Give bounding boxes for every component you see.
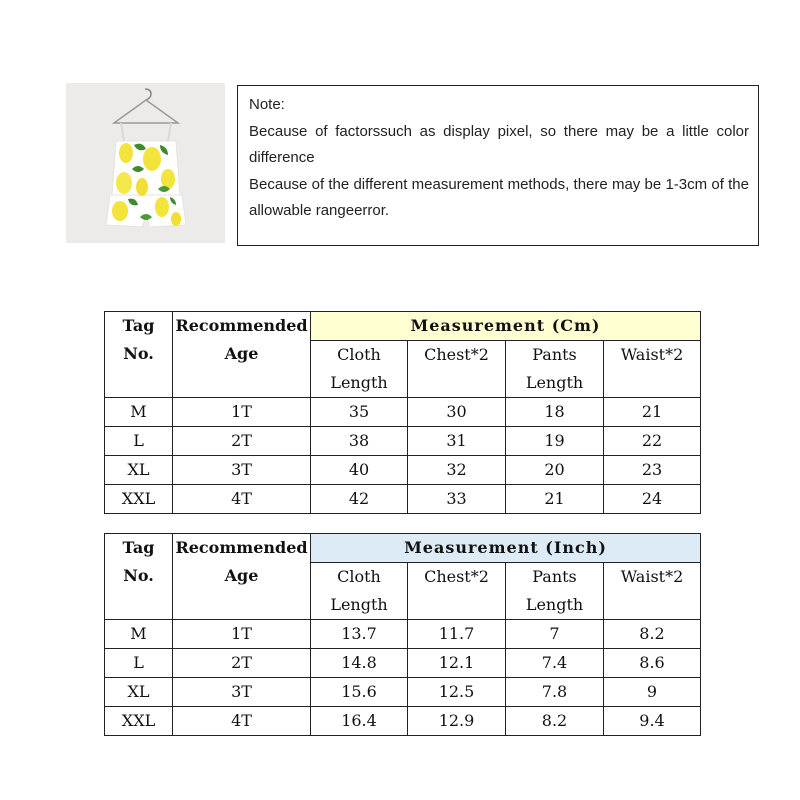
cloth-cell: 15.6	[311, 678, 408, 707]
chest-cell: 32	[408, 456, 506, 485]
table-row	[105, 678, 701, 707]
table-row	[105, 485, 701, 514]
chest-cell: 31	[408, 427, 506, 456]
chest-cell: 12.1	[408, 649, 506, 678]
cloth-cell: 35	[311, 398, 408, 427]
table-row	[105, 649, 701, 678]
chest-header: Chest*2	[408, 563, 506, 620]
tag-header: Tag No.	[105, 312, 173, 398]
chest-cell: 33	[408, 485, 506, 514]
cloth-cell: 14.8	[311, 649, 408, 678]
waist-cell: 9.4	[604, 707, 701, 736]
tag-header: Tag No.	[105, 534, 173, 620]
cloth-cell: 40	[311, 456, 408, 485]
measurement-header: Measurement (Inch)	[311, 534, 701, 563]
pants-cell: 20	[506, 456, 604, 485]
chest-cell: 12.5	[408, 678, 506, 707]
waist-header: Waist*2	[604, 341, 701, 398]
age-header: Recommended Age	[173, 312, 311, 398]
note-line-measurement: Because of the different measurement methods, there may be 1-3cm of the allowable rangeerror.	[249, 175, 749, 219]
cloth-cell: 42	[311, 485, 408, 514]
waist-cell: 9	[604, 678, 701, 707]
cloth-length-header: Cloth Length	[311, 563, 408, 620]
age-cell: 2T	[173, 649, 311, 678]
tag-cell: XL	[105, 678, 173, 707]
measurement-header: Measurement (Cm)	[311, 312, 701, 341]
age-cell: 1T	[173, 620, 311, 649]
pants-cell: 19	[506, 427, 604, 456]
chest-cell: 30	[408, 398, 506, 427]
note-title: Note:	[249, 96, 285, 113]
size-table-cm	[104, 311, 701, 514]
waist-cell: 23	[604, 456, 701, 485]
waist-cell: 8.6	[604, 649, 701, 678]
age-cell: 4T	[173, 485, 311, 514]
tag-cell: XL	[105, 456, 173, 485]
table-row	[105, 398, 701, 427]
pants-cell: 8.2	[506, 707, 604, 736]
pants-cell: 7	[506, 620, 604, 649]
table-row	[105, 620, 701, 649]
waist-cell: 21	[604, 398, 701, 427]
romper-illustration	[66, 83, 225, 243]
age-cell: 1T	[173, 398, 311, 427]
table-row	[105, 427, 701, 456]
note-line-color: Because of factorssuch as display pixel, so there may be a little color difference	[249, 122, 749, 166]
chest-header: Chest*2	[408, 341, 506, 398]
size-table-inch	[104, 533, 701, 736]
cloth-cell: 16.4	[311, 707, 408, 736]
cloth-cell: 13.7	[311, 620, 408, 649]
product-photo	[66, 83, 225, 243]
pants-cell: 18	[506, 398, 604, 427]
tag-cell: XXL	[105, 707, 173, 736]
pants-length-header: Pants Length	[506, 563, 604, 620]
tag-cell: L	[105, 649, 173, 678]
waist-cell: 24	[604, 485, 701, 514]
tag-cell: M	[105, 398, 173, 427]
tag-cell: L	[105, 427, 173, 456]
cloth-cell: 38	[311, 427, 408, 456]
table-row	[105, 456, 701, 485]
age-header: Recommended Age	[173, 534, 311, 620]
table-row	[105, 707, 701, 736]
note-box	[237, 85, 759, 246]
age-cell: 4T	[173, 707, 311, 736]
age-cell: 3T	[173, 678, 311, 707]
age-cell: 2T	[173, 427, 311, 456]
waist-header: Waist*2	[604, 563, 701, 620]
chest-cell: 12.9	[408, 707, 506, 736]
pants-length-header: Pants Length	[506, 341, 604, 398]
pants-cell: 21	[506, 485, 604, 514]
waist-cell: 8.2	[604, 620, 701, 649]
tag-cell: M	[105, 620, 173, 649]
chest-cell: 11.7	[408, 620, 506, 649]
waist-cell: 22	[604, 427, 701, 456]
age-cell: 3T	[173, 456, 311, 485]
pants-cell: 7.4	[506, 649, 604, 678]
pants-cell: 7.8	[506, 678, 604, 707]
cloth-length-header: Cloth Length	[311, 341, 408, 398]
tag-cell: XXL	[105, 485, 173, 514]
